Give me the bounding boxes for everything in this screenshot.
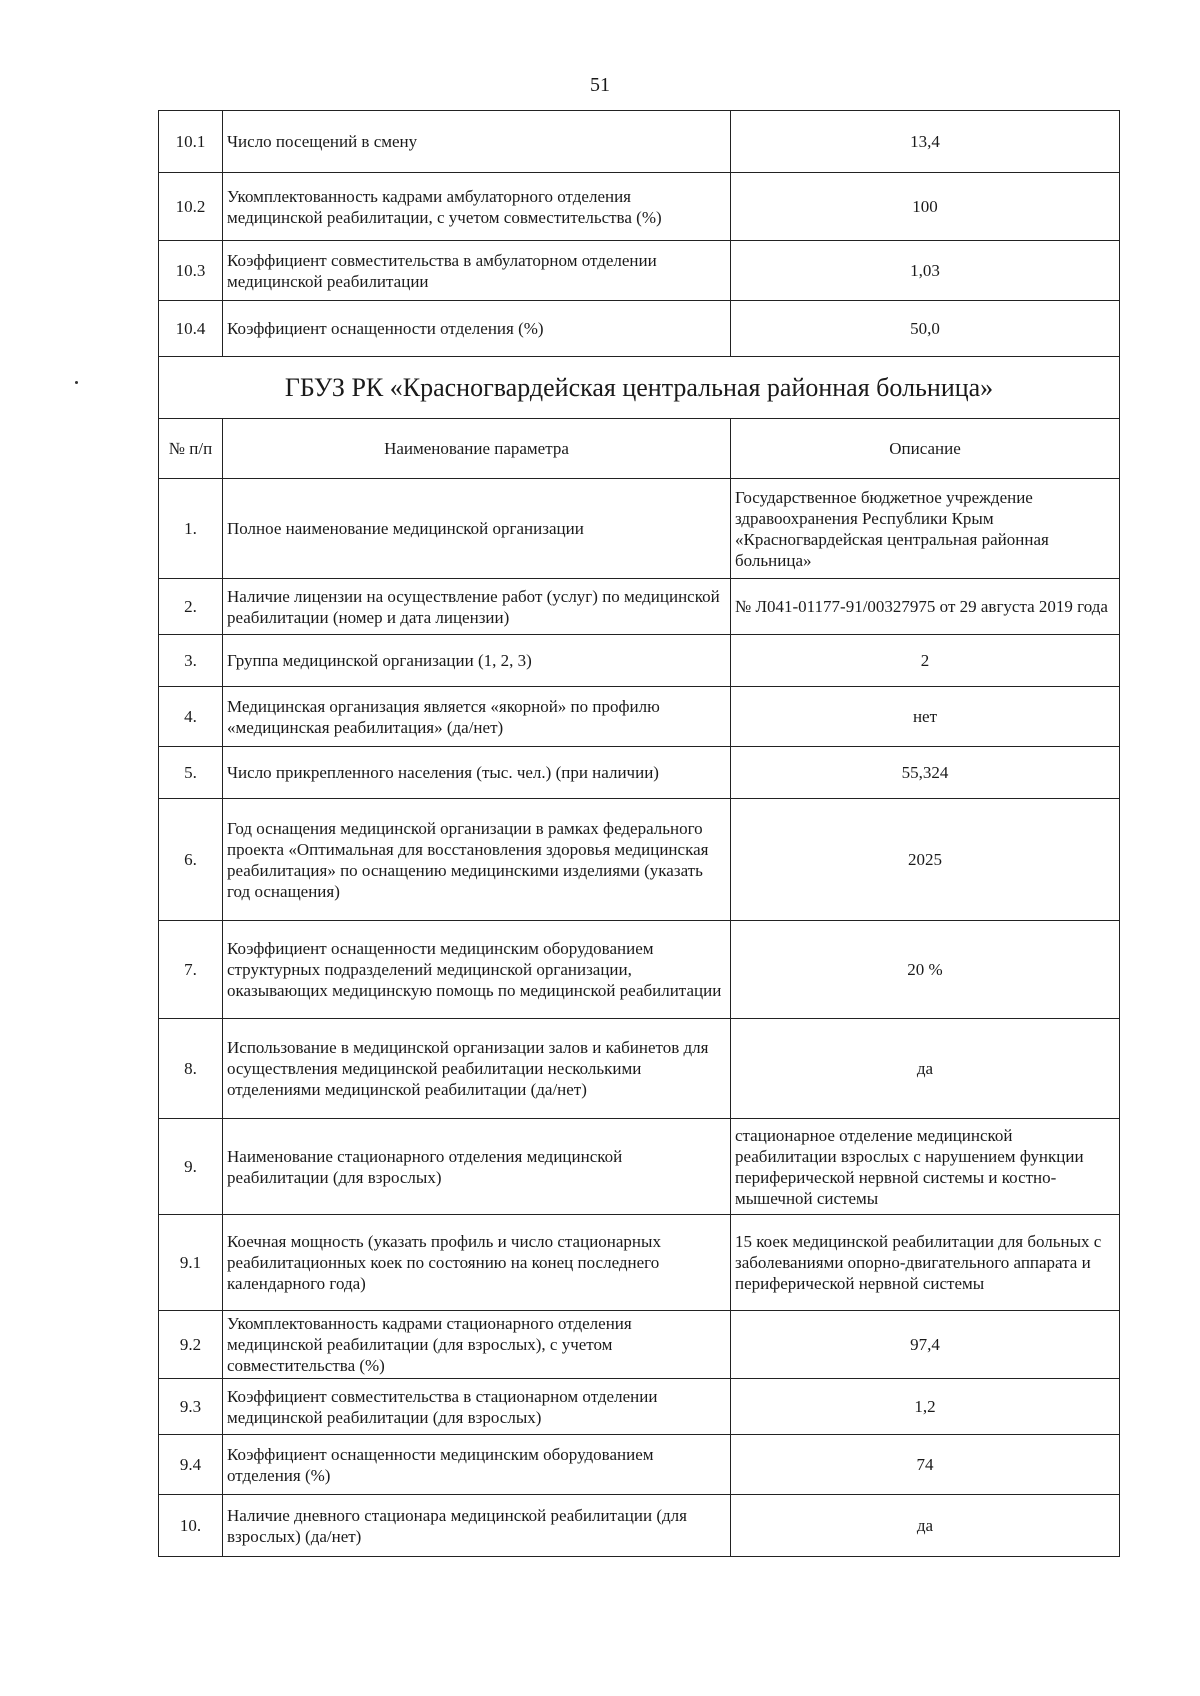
row-number: 5. — [159, 747, 223, 799]
table-row — [159, 173, 1120, 241]
table-row — [159, 301, 1120, 357]
row-description: 74 — [731, 1435, 1120, 1495]
row-number: 10. — [159, 1495, 223, 1557]
parameters-table — [158, 110, 1120, 1557]
table-row — [159, 687, 1120, 747]
organization-title-row — [159, 357, 1120, 419]
row-number: 7. — [159, 921, 223, 1019]
row-number: 9.4 — [159, 1435, 223, 1495]
table-row — [159, 921, 1120, 1019]
row-parameter: Полное наименование медицинской организации — [223, 479, 731, 579]
row-parameter: Использование в медицинской организации залов и кабинетов для осуществления медицинской реабилитации несколькими отделениями медицинской реабилитации (да/нет) — [223, 1019, 731, 1119]
row-description: 1,03 — [731, 241, 1120, 301]
row-number: 10.3 — [159, 241, 223, 301]
row-description: да — [731, 1019, 1120, 1119]
organization-title: ГБУЗ РК «Красногвардейская центральная районная больница» — [159, 357, 1120, 419]
page-number: 51 — [590, 74, 610, 96]
row-number: 8. — [159, 1019, 223, 1119]
row-description: 20 % — [731, 921, 1120, 1019]
row-description: да — [731, 1495, 1120, 1557]
table-row — [159, 1119, 1120, 1215]
row-parameter: Коэффициент совместительства в стационарном отделении медицинской реабилитации (для взрослых) — [223, 1379, 731, 1435]
row-parameter: Укомплектованность кадрами амбулаторного отделения медицинской реабилитации, с учетом совместительства (%) — [223, 173, 731, 241]
row-description: Государственное бюджетное учреждение здравоохранения Республики Крым «Красногвардейская центральная районная больница» — [731, 479, 1120, 579]
row-number: 10.4 — [159, 301, 223, 357]
table-row — [159, 1019, 1120, 1119]
header-number: № п/п — [159, 419, 223, 479]
row-description: нет — [731, 687, 1120, 747]
table-header-row — [159, 419, 1120, 479]
table-row — [159, 479, 1120, 579]
row-description: 13,4 — [731, 111, 1120, 173]
row-number: 1. — [159, 479, 223, 579]
row-number: 9. — [159, 1119, 223, 1215]
stray-mark — [75, 381, 78, 384]
row-number: 10.1 — [159, 111, 223, 173]
row-parameter: Группа медицинской организации (1, 2, 3) — [223, 635, 731, 687]
table-row — [159, 1311, 1120, 1379]
row-parameter: Число прикрепленного населения (тыс. чел.) (при наличии) — [223, 747, 731, 799]
header-parameter: Наименование параметра — [223, 419, 731, 479]
row-description: 1,2 — [731, 1379, 1120, 1435]
row-description: 100 — [731, 173, 1120, 241]
row-parameter: Коэффициент оснащенности медицинским оборудованием структурных подразделений медицинской организации, оказывающих медицинскую помощь по медицинской реабилитации — [223, 921, 731, 1019]
table-row — [159, 111, 1120, 173]
row-parameter: Наличие дневного стационара медицинской реабилитации (для взрослых) (да/нет) — [223, 1495, 731, 1557]
row-parameter: Укомплектованность кадрами стационарного отделения медицинской реабилитации (для взрослых), с учетом совместительства (%) — [223, 1311, 731, 1379]
table-row — [159, 635, 1120, 687]
row-description: № Л041-01177-91/00327975 от 29 августа 2019 года — [731, 579, 1120, 635]
table-row — [159, 747, 1120, 799]
row-description: стационарное отделение медицинской реабилитации взрослых с нарушением функции периферической нервной системы и костно-мышечной системы — [731, 1119, 1120, 1215]
row-description: 15 коек медицинской реабилитации для больных с заболеваниями опорно-двигательного аппарата и периферической нервной системы — [731, 1215, 1120, 1311]
table-row — [159, 1495, 1120, 1557]
row-parameter: Число посещений в смену — [223, 111, 731, 173]
row-number: 6. — [159, 799, 223, 921]
row-parameter: Наименование стационарного отделения медицинской реабилитации (для взрослых) — [223, 1119, 731, 1215]
row-parameter: Медицинская организация является «якорной» по профилю «медицинская реабилитация» (да/нет) — [223, 687, 731, 747]
row-parameter: Наличие лицензии на осуществление работ (услуг) по медицинской реабилитации (номер и дата лицензии) — [223, 579, 731, 635]
row-number: 3. — [159, 635, 223, 687]
table-row — [159, 799, 1120, 921]
row-description: 2025 — [731, 799, 1120, 921]
row-description: 97,4 — [731, 1311, 1120, 1379]
table-row — [159, 241, 1120, 301]
row-description: 2 — [731, 635, 1120, 687]
table-row — [159, 1379, 1120, 1435]
row-number: 2. — [159, 579, 223, 635]
row-number: 4. — [159, 687, 223, 747]
row-number: 10.2 — [159, 173, 223, 241]
table-row — [159, 1435, 1120, 1495]
table-row — [159, 579, 1120, 635]
row-parameter: Коечная мощность (указать профиль и число стационарных реабилитационных коек по состоянию на конец последнего календарного года) — [223, 1215, 731, 1311]
row-parameter: Год оснащения медицинской организации в рамках федерального проекта «Оптимальная для восстановления здоровья медицинская реабилитация» по оснащению медицинскими изделиями (указать год оснащения) — [223, 799, 731, 921]
row-description: 55,324 — [731, 747, 1120, 799]
header-description: Описание — [731, 419, 1120, 479]
row-number: 9.1 — [159, 1215, 223, 1311]
row-parameter: Коэффициент совместительства в амбулаторном отделении медицинской реабилитации — [223, 241, 731, 301]
table-row — [159, 1215, 1120, 1311]
row-number: 9.2 — [159, 1311, 223, 1379]
row-parameter: Коэффициент оснащенности медицинским оборудованием отделения (%) — [223, 1435, 731, 1495]
row-description: 50,0 — [731, 301, 1120, 357]
row-parameter: Коэффициент оснащенности отделения (%) — [223, 301, 731, 357]
row-number: 9.3 — [159, 1379, 223, 1435]
